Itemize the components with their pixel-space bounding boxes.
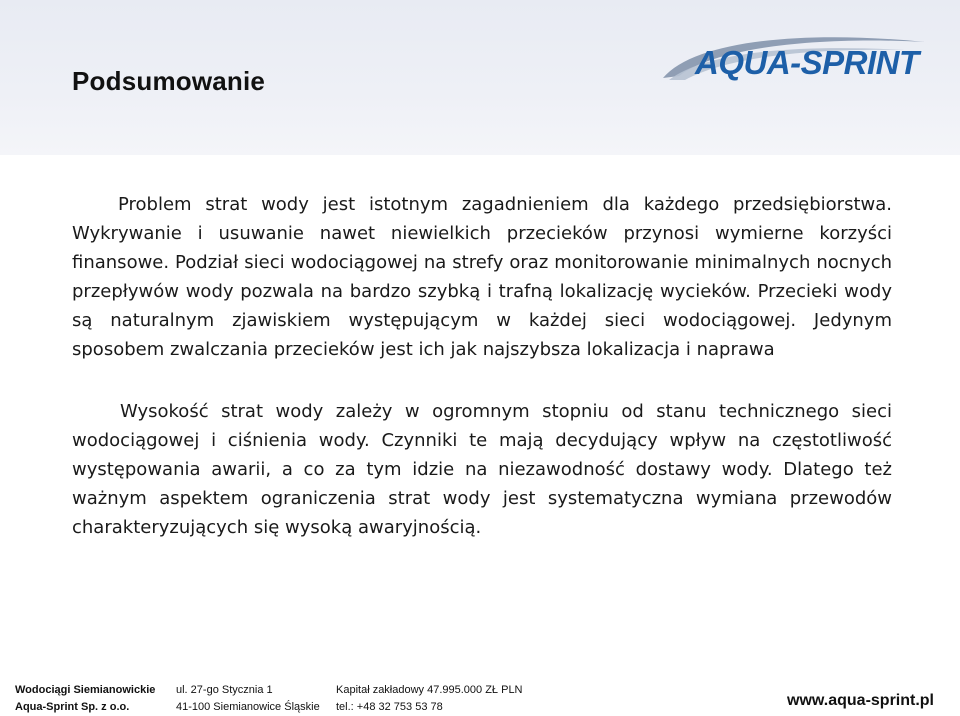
slide-header bbox=[0, 0, 960, 155]
footer-phone: tel.: +48 32 753 53 78 bbox=[336, 701, 443, 713]
footer-city: 41-100 Siemianowice Śląskie bbox=[176, 701, 320, 713]
footer-website-link[interactable]: www.aqua-sprint.pl bbox=[787, 692, 934, 709]
footer-company-legal: Aqua-Sprint Sp. z o.o. bbox=[15, 701, 130, 713]
footer-capital: Kapitał zakładowy 47.995.000 ZŁ PLN bbox=[336, 684, 523, 696]
footer-address bbox=[176, 682, 320, 716]
company-logo bbox=[655, 30, 940, 90]
paragraph-water-loss: Problem strat wody jest istotnym zagadnieniem dla każdego przedsiębiorstwa. Wykrywanie i usuwanie nawet niewielkich przecieków przynosi wymierne korzyści finansowe. Podział sieci wodociągowej na strefy oraz monitorowanie minimalnych nocnych przepływów wody pozwala na bardzo szybką i trafną lokalizację wycieków. Przecieki wody są naturalnym zjawiskiem występującym w każdej sieci wodociągowej. Jedynym sposobem zwalczania przecieków jest ich jak najszybsza lokalizacja i naprawa bbox=[72, 194, 892, 360]
footer-company bbox=[15, 682, 155, 716]
slide-footer bbox=[0, 672, 960, 716]
footer-street: ul. 27-go Stycznia 1 bbox=[176, 684, 273, 696]
slide-body bbox=[72, 190, 892, 542]
slide-title: Podsumowanie bbox=[72, 66, 266, 96]
paragraph-loss-factors: Wysokość strat wody zależy w ogromnym stopniu od stanu technicznego sieci wodociągowej i ciśnienia wody. Czynniki te mają decydujący wpływ na częstotliwość występowania awarii, a co za tym idzie na niezawodność dostawy wody. Dlatego też ważnym aspektem ograniczenia strat wody jest systematyczna wymiana przewodów charakteryzujących się wysoką awaryjnością. bbox=[72, 401, 892, 538]
footer-company-name: Wodociągi Siemianowickie bbox=[15, 684, 156, 696]
footer-contact bbox=[336, 682, 523, 716]
logo-text: AQUA-SPRINT bbox=[695, 44, 919, 81]
